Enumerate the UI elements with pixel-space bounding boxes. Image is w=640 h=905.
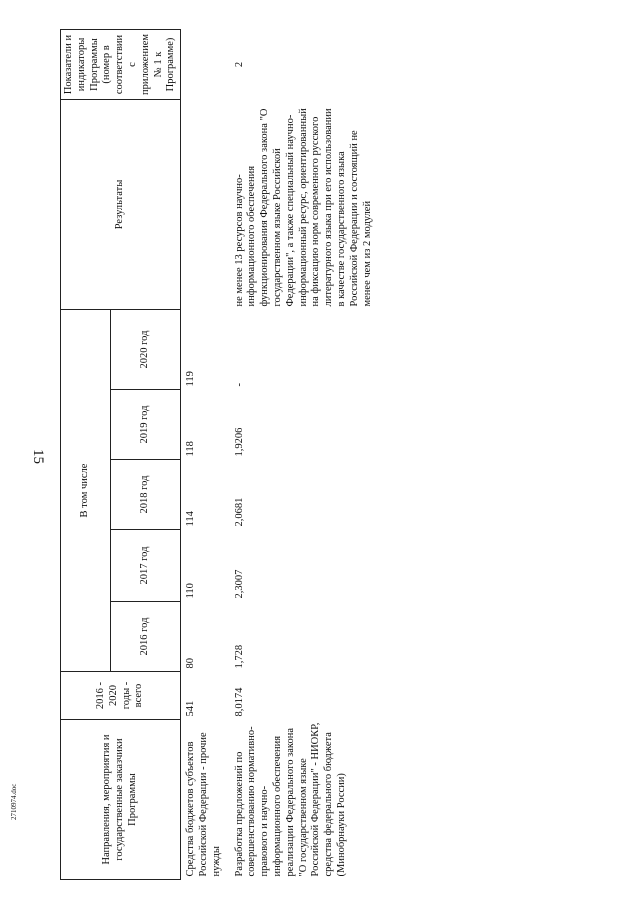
row-2020: 119: [185, 371, 197, 387]
header-year-2020: 2020 год: [111, 310, 181, 390]
program-table: [60, 29, 380, 880]
row-2019: 118: [185, 441, 197, 457]
page-number: 15: [30, 449, 46, 464]
row-2016: 1,728: [233, 644, 245, 669]
header-year-2016: 2016 год: [111, 602, 181, 672]
header-including: В том числе: [61, 310, 111, 672]
row-indicator: 2: [233, 61, 245, 68]
row-2018: 114: [185, 511, 197, 527]
footer-document-code: 2710974.doc: [10, 783, 18, 820]
table-row: [181, 30, 230, 880]
table-row: [230, 30, 381, 880]
row-total: 8,0174: [233, 687, 245, 717]
row-indicator: [181, 30, 230, 100]
header-indicators: Показатели и индикаторы Программы (номер в соответствии с приложением № 1 к Программе): [61, 30, 181, 100]
header-year-2019: 2019 год: [111, 390, 181, 460]
header-total: 2016 - 2020 годы - всего: [61, 672, 181, 720]
row-2019: 1,9206: [233, 427, 245, 457]
row-2018: 2,0681: [233, 497, 245, 527]
row-name: Разработка предложений по совершенствованию нормативно-правового и научно-информационного обеспечения реализации Федерального закона "О государственном языке Российской Федерации" - НИОКР, средства федерального бюджета (Минобрнауки России): [233, 722, 347, 877]
row-2017: 2,3007: [233, 569, 245, 599]
row-results: [181, 100, 230, 310]
row-2017: 110: [185, 583, 197, 599]
row-name: Средства бюджетов субъектов Российской Федерации - прочие нужды: [185, 732, 222, 877]
row-results: не менее 13 ресурсов научно-информационного обеспечения функционирования Федерального закона "О государственном языке Российской Федерации", а также специальный научно-информационный ресурс, ориентированный на фиксацию норм современного русского литературного языка при его использовании в качестве государственного языка Российской Федерации и состоящий не менее чем из 2 модулей: [233, 108, 373, 307]
row-total: 541: [185, 700, 197, 717]
row-2020: -: [233, 383, 245, 387]
header-results: Результаты: [61, 100, 181, 310]
program-table-container: [60, 30, 380, 880]
header-year-2017: 2017 год: [111, 530, 181, 602]
header-year-2018: 2018 год: [111, 460, 181, 530]
row-2016: 80: [185, 658, 197, 669]
header-direction: Направления, мероприятия и государственные заказчики Программы: [61, 720, 181, 880]
